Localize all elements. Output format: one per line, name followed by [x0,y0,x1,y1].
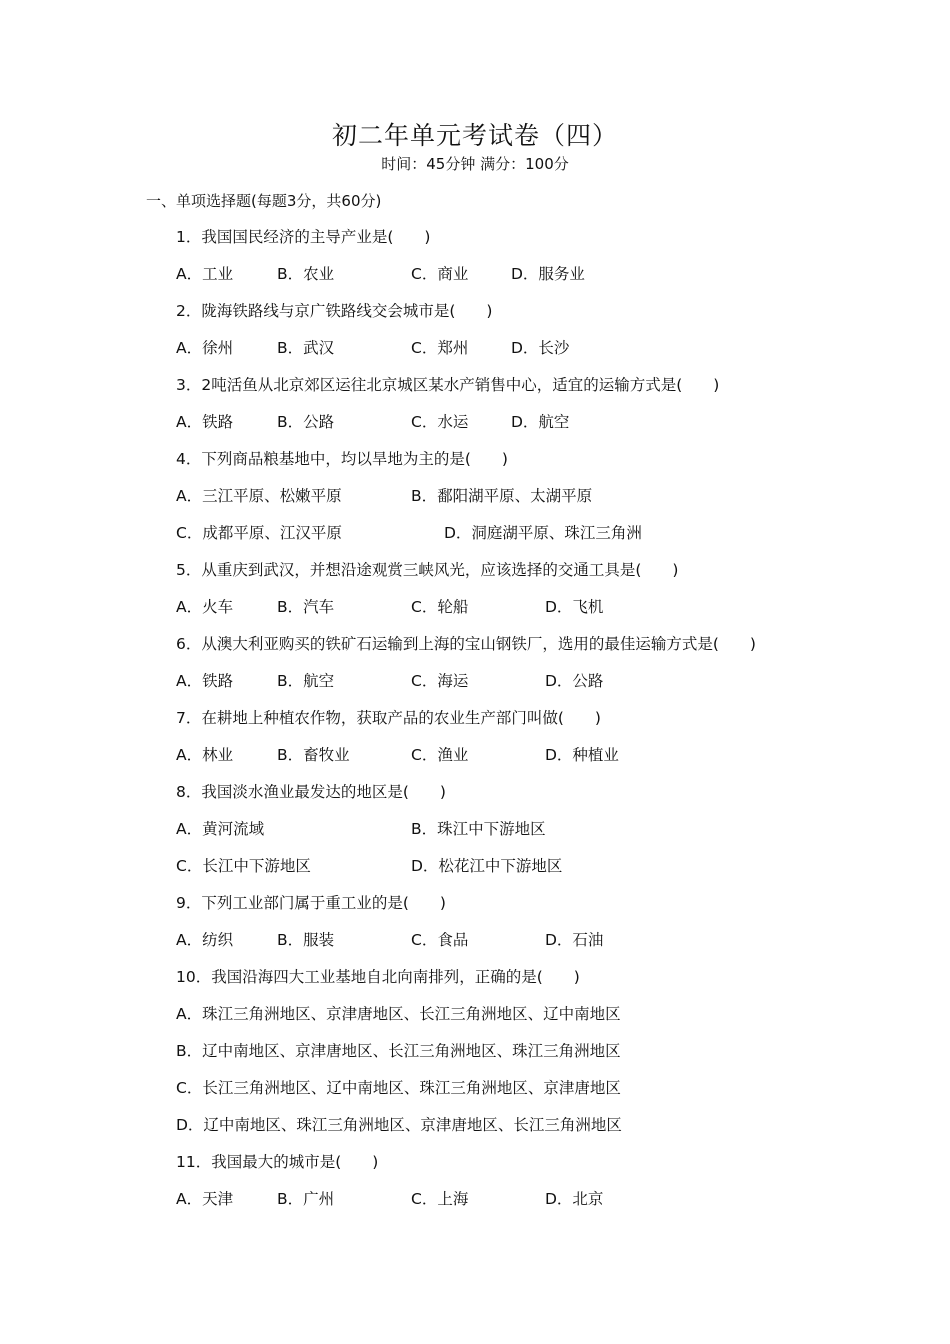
option-d: D．辽中南地区、珠江三角洲地区、京津唐地区、长江三角洲地区 [176,1116,622,1134]
option-d: D．飞机 [545,598,604,616]
option-b: B．武汉 [277,339,335,357]
option-b: B．农业 [277,265,335,283]
option-a: A．珠江三角洲地区、京津唐地区、长江三角洲地区、辽中南地区 [176,1005,621,1023]
question-stem: 2．陇海铁路线与京广铁路线交会城市是( ) [176,302,493,320]
option-d: D．石油 [545,931,604,949]
option-c: C．食品 [411,931,469,949]
exam-time-score: 时间：45分钟 满分：100分 [381,155,569,173]
question-options [0,744,950,766]
option-a: A．林业 [176,746,234,764]
question-stem: 7．在耕地上种植农作物，获取产品的农业生产部门叫做( ) [176,709,601,727]
option-d: D．北京 [545,1190,604,1208]
question-options [0,818,950,840]
question-stem: 5．从重庆到武汉，并想沿途观赏三峡风光，应该选择的交通工具是( ) [176,561,679,579]
page-title: 初二年单元考试卷（四） [331,121,618,150]
option-d: D．松花江中下游地区 [411,857,563,875]
option-a: A．徐州 [176,339,234,357]
question-options [0,855,950,877]
option-d: D．公路 [545,672,604,690]
option-c: C．渔业 [411,746,469,764]
option-b: B．广州 [277,1190,335,1208]
option-c: C．长江中下游地区 [176,857,311,875]
question-stem: 3．2吨活鱼从北京郊区运往北京城区某水产销售中心，适宜的运输方式是( ) [176,376,720,394]
option-c: C．海运 [411,672,469,690]
option-b: B．辽中南地区、京津唐地区、长江三角洲地区、珠江三角洲地区 [176,1042,621,1060]
option-b: B．服装 [277,931,335,949]
option-d: D．服务业 [511,265,585,283]
option-a: A．火车 [176,598,234,616]
question-options [0,522,950,544]
option-c: C．水运 [411,413,469,431]
question-stem: 11．我国最大的城市是( ) [176,1153,379,1171]
question-options [0,596,950,618]
option-a: A．三江平原、松嫩平原 [176,487,342,505]
option-d: D．航空 [511,413,570,431]
question-stem: 6．从澳大利亚购买的铁矿石运输到上海的宝山钢铁厂，选用的最佳运输方式是( ) [176,635,756,653]
option-b: B．鄱阳湖平原、太湖平原 [411,487,593,505]
option-d: D．种植业 [545,746,619,764]
option-c: C．郑州 [411,339,469,357]
option-a: A．天津 [176,1190,234,1208]
option-b: B．航空 [277,672,335,690]
option-c: C．商业 [411,265,469,283]
option-a: A．铁路 [176,413,234,431]
question-options [0,929,950,951]
option-a: A．纺织 [176,931,234,949]
question-options [0,670,950,692]
option-d: D．洞庭湖平原、珠江三角洲 [444,524,642,542]
option-b: B．珠江中下游地区 [411,820,546,838]
option-c: C．长江三角洲地区、辽中南地区、珠江三角洲地区、京津唐地区 [176,1079,621,1097]
question-options [0,1188,950,1210]
option-a: A．黄河流域 [176,820,265,838]
question-options [0,263,950,285]
option-b: B．畜牧业 [277,746,350,764]
option-b: B．汽车 [277,598,335,616]
option-c: C．上海 [411,1190,469,1208]
option-d: D．长沙 [511,339,570,357]
question-stem: 9．下列工业部门属于重工业的是( ) [176,894,446,912]
question-stem: 4．下列商品粮基地中，均以旱地为主的是( ) [176,450,508,468]
question-options [0,337,950,359]
option-b: B．公路 [277,413,335,431]
section-heading: 一、单项选择题(每题3分，共60分) [146,192,382,210]
option-c: C．成都平原、江汉平原 [176,524,342,542]
option-c: C．轮船 [411,598,469,616]
question-stem: 8．我国淡水渔业最发达的地区是( ) [176,783,446,801]
option-a: A．工业 [176,265,234,283]
question-options [0,485,950,507]
question-options [0,411,950,433]
question-stem: 10．我国沿海四大工业基地自北向南排列，正确的是( ) [176,968,580,986]
question-stem: 1．我国国民经济的主导产业是( ) [176,228,431,246]
option-a: A．铁路 [176,672,234,690]
